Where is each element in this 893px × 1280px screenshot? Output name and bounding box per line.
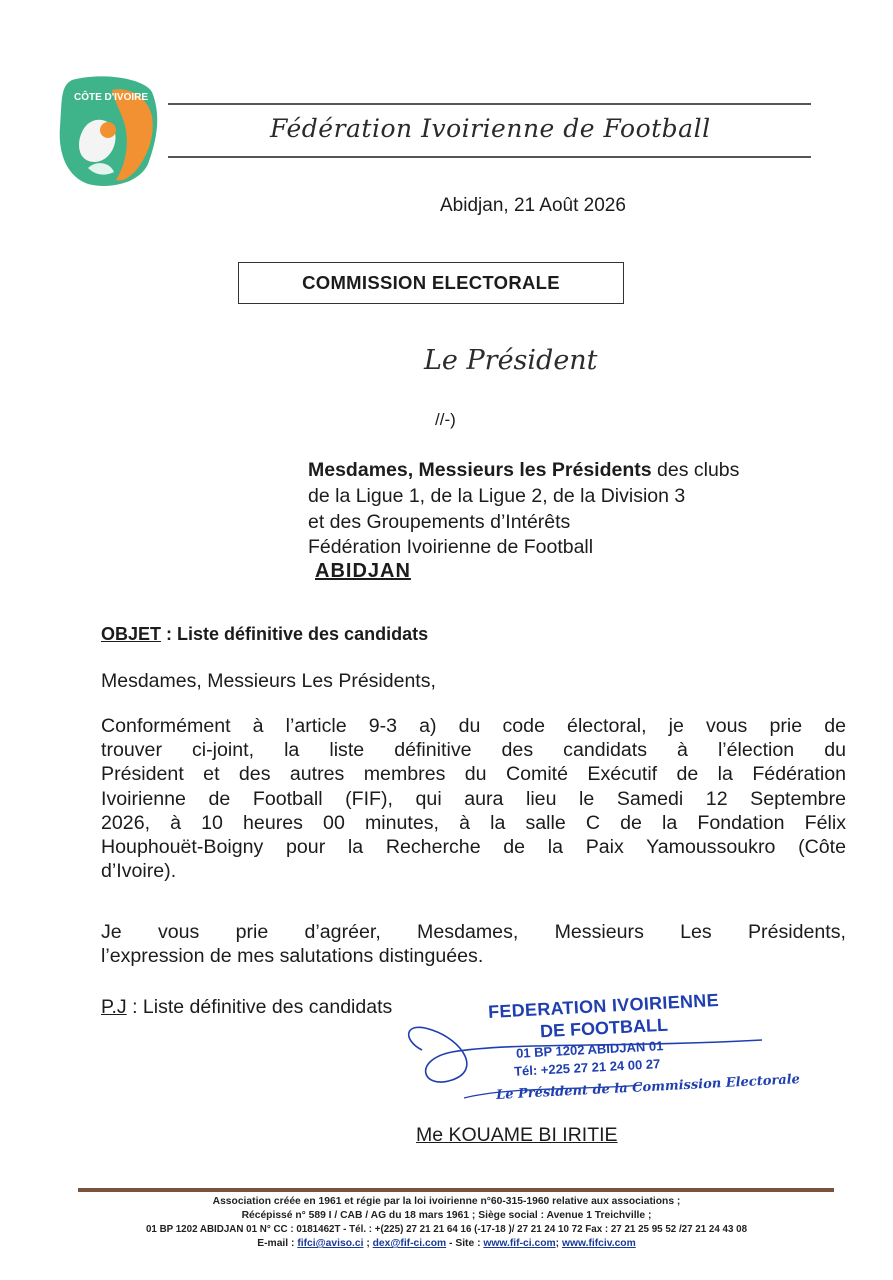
stamp-line-3: 01 BP 1202 ABIDJAN 01 bbox=[515, 1038, 664, 1061]
addressee-line1-rest: des clubs bbox=[651, 459, 740, 481]
official-stamp bbox=[392, 989, 801, 1110]
stamp-line-5: Le Président de la Commission Electorale bbox=[495, 1072, 801, 1103]
footer-line-3: 01 BP 1202 ABIDJAN 01 N° CC : 0181462T - Tél. : +(225) 27 21 21 64 16 (-17-18 )/ 27 21 24 10 72 Fax : 27 21 25 95 52 /27 21 24 43 08 bbox=[145, 1224, 748, 1235]
letter-subject bbox=[101, 624, 428, 645]
footer-email-prefix: E-mail : bbox=[257, 1238, 298, 1249]
signer-name: Me KOUAME BI IRITIE bbox=[416, 1124, 618, 1146]
footer-email-link-1[interactable]: fifci@aviso.ci bbox=[297, 1238, 364, 1249]
fif-logo bbox=[52, 72, 164, 190]
footer-site-prefix: - Site : bbox=[446, 1238, 484, 1249]
main-paragraph bbox=[101, 714, 846, 883]
footer-line-4 bbox=[0, 1238, 893, 1249]
logo-text: CÔTE D'IVOIRE bbox=[74, 92, 149, 103]
stamp-line-1: FEDERATION IVOIRIENNE bbox=[487, 989, 720, 1023]
commission-title: COMMISSION ELECTORALE bbox=[302, 272, 560, 293]
addressee-line-1 bbox=[308, 458, 739, 482]
federation-title: Fédération Ivoirienne de Football bbox=[270, 114, 711, 143]
addressee-line-2: de la Ligue 1, de la Ligue 2, de la Division 3 bbox=[308, 485, 686, 507]
stamp-line-4: Tél: +225 27 21 24 00 27 bbox=[513, 1056, 661, 1079]
paragraph-line: d’Ivoire). bbox=[101, 860, 177, 883]
footer-separator-2: ; bbox=[555, 1238, 562, 1249]
footer-separator: ; bbox=[363, 1238, 373, 1249]
closing-line: Je vous prie d’agréer, Mesdames, Messieurs Les Présidents, bbox=[101, 921, 846, 943]
attachment-note bbox=[101, 996, 392, 1019]
stamp-line-2: DE FOOTBALL bbox=[539, 1014, 669, 1042]
addressee-city: ABIDJAN bbox=[315, 560, 411, 582]
closing-paragraph bbox=[101, 920, 846, 968]
addressee-line-4: Fédération Ivoirienne de Football bbox=[308, 536, 594, 558]
header-rule-bottom bbox=[168, 156, 811, 158]
subject-label: OBJET bbox=[101, 624, 162, 644]
footer-divider bbox=[78, 1188, 834, 1192]
attachment-label: P.J bbox=[101, 996, 127, 1018]
reference-number: //-) bbox=[435, 410, 456, 429]
footer-site-link-2[interactable]: www.fifciv.com bbox=[561, 1238, 636, 1249]
paragraph-line: Conformément à l’article 9-3 a) du code électoral, je vous prie de bbox=[101, 715, 846, 737]
commission-title-box bbox=[238, 262, 624, 304]
paragraph-line: Président et des autres membres du Comité Exécutif de la Fédération bbox=[101, 763, 846, 786]
closing-line: l’expression de mes salutations distinguées. bbox=[101, 945, 484, 968]
addressee-line-3: et des Groupements d’Intérêts bbox=[308, 511, 571, 533]
attachment-text: : Liste définitive des candidats bbox=[126, 996, 393, 1018]
paragraph-line: 2026, à 10 heures 00 minutes, à la salle C de la Fondation Félix bbox=[101, 811, 846, 834]
paragraph-line: Ivoirienne de Football (FIF), qui aura lieu le Samedi 12 Septembre bbox=[101, 787, 846, 810]
footer-line-1: Association créée en 1961 et régie par la loi ivoirienne n°60-315-1960 relative aux associations ; bbox=[212, 1196, 681, 1207]
subject-text: : Liste définitive des candidats bbox=[161, 624, 429, 644]
sender-title: Le Président bbox=[424, 345, 598, 376]
header-rule-top bbox=[168, 103, 811, 105]
footer-site-link-1[interactable]: www.fif-ci.com bbox=[483, 1238, 556, 1249]
footer-email-link-2[interactable]: dex@fif-ci.com bbox=[372, 1238, 447, 1249]
footer-line-2: Récépissé n° 589 I / CAB / AG du 18 mars 1961 ; Siège social : Avenue 1 Treichville ; bbox=[241, 1210, 652, 1221]
addressee-bold: Mesdames, Messieurs les Présidents bbox=[308, 459, 652, 481]
salutation: Mesdames, Messieurs Les Présidents, bbox=[101, 670, 436, 692]
paragraph-line: Houphouët-Boigny pour la Recherche de la Paix Yamoussoukro (Côte bbox=[101, 836, 846, 859]
paragraph-line: trouver ci-joint, la liste définitive des candidats à l’élection du bbox=[101, 739, 846, 762]
letter-date: Abidjan, 21 Août 2026 bbox=[440, 195, 626, 216]
